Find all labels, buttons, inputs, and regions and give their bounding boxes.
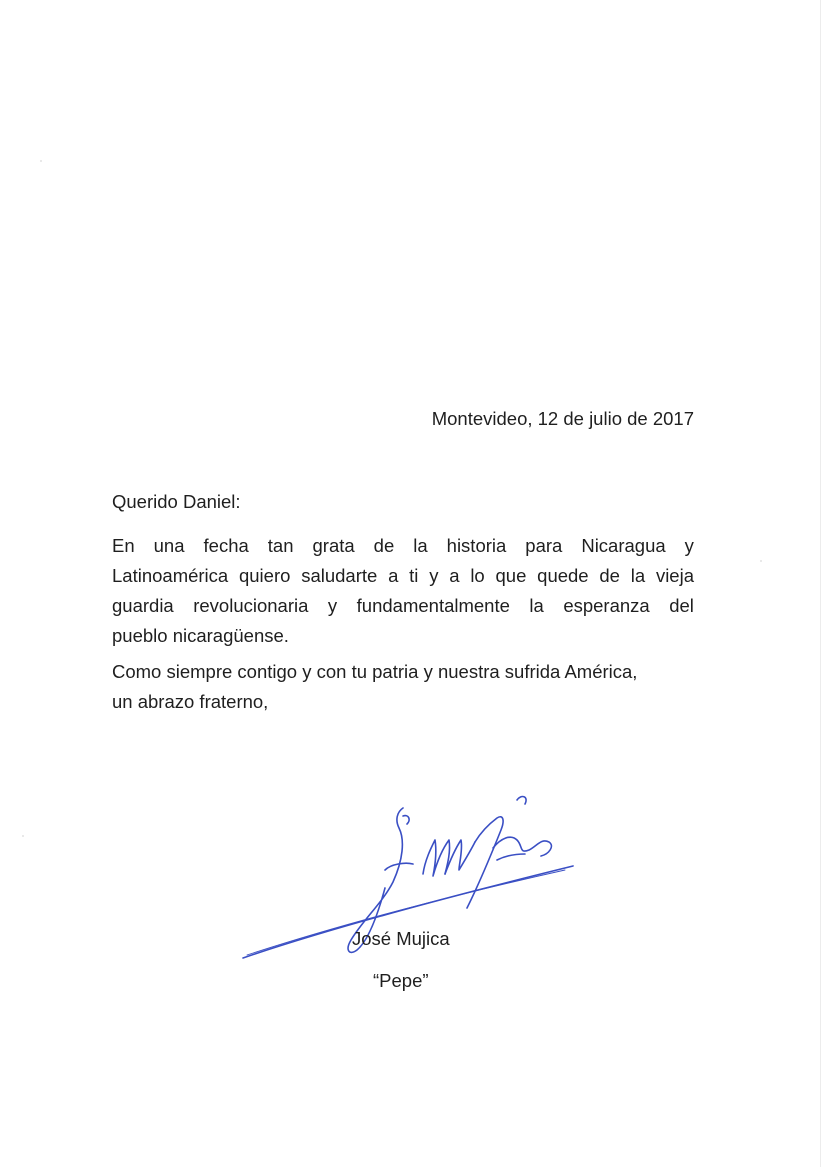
word: del: [669, 595, 694, 616]
word: Latinoamérica: [112, 565, 229, 586]
scan-edge-line: [820, 0, 821, 1167]
signature-stroke: [493, 837, 551, 856]
letter-salutation: Querido Daniel:: [112, 491, 241, 512]
word: tan: [267, 535, 294, 556]
word: quede: [537, 565, 589, 586]
word: revolucionaria: [193, 595, 309, 616]
paragraph-line: [112, 531, 694, 561]
word: fundamentalmente: [356, 595, 510, 616]
word: ti: [409, 565, 419, 586]
word: historia: [446, 535, 507, 556]
paragraph-line: Como siempre contigo y con tu patria y nuestra sufrida América,: [112, 661, 638, 682]
signature-stroke: [403, 816, 409, 824]
word: Nicaragua: [581, 535, 666, 556]
word: y: [429, 565, 439, 586]
word: una: [153, 535, 185, 556]
word: esperanza: [563, 595, 650, 616]
word: En: [112, 535, 135, 556]
word: de: [373, 535, 395, 556]
signer-name: José Mujica: [352, 928, 450, 949]
paragraph-line: un abrazo fraterno,: [112, 691, 269, 712]
letter-paragraph-2: [112, 657, 694, 717]
word: que: [495, 565, 527, 586]
word: de: [599, 565, 620, 586]
word: la: [413, 535, 428, 556]
letter-paragraph-1: [112, 531, 694, 651]
letter-date: Montevideo, 12 de julio de 2017: [431, 408, 694, 429]
signature-stroke: [497, 854, 525, 860]
paragraph-line: pueblo nicaragüense.: [112, 625, 289, 646]
scan-speck: [40, 160, 42, 162]
paragraph-line: [112, 591, 694, 621]
word: a: [388, 565, 399, 586]
scan-speck: [22, 835, 24, 837]
word: y: [684, 535, 694, 556]
scan-speck: [760, 560, 762, 562]
word: vieja: [655, 565, 694, 586]
word: lo: [470, 565, 485, 586]
word: la: [630, 565, 646, 586]
word: a: [449, 565, 460, 586]
word: para: [525, 535, 563, 556]
word: quiero: [238, 565, 291, 586]
word: grata: [312, 535, 355, 556]
word: guardia: [112, 595, 174, 616]
paragraph-line: [112, 561, 694, 591]
word: fecha: [203, 535, 249, 556]
word: la: [529, 595, 544, 616]
signer-nickname: “Pepe”: [373, 970, 429, 991]
signature-stroke: [517, 797, 526, 804]
word: saludarte: [301, 565, 378, 586]
signature-stroke: [467, 817, 503, 908]
word: y: [327, 595, 338, 616]
